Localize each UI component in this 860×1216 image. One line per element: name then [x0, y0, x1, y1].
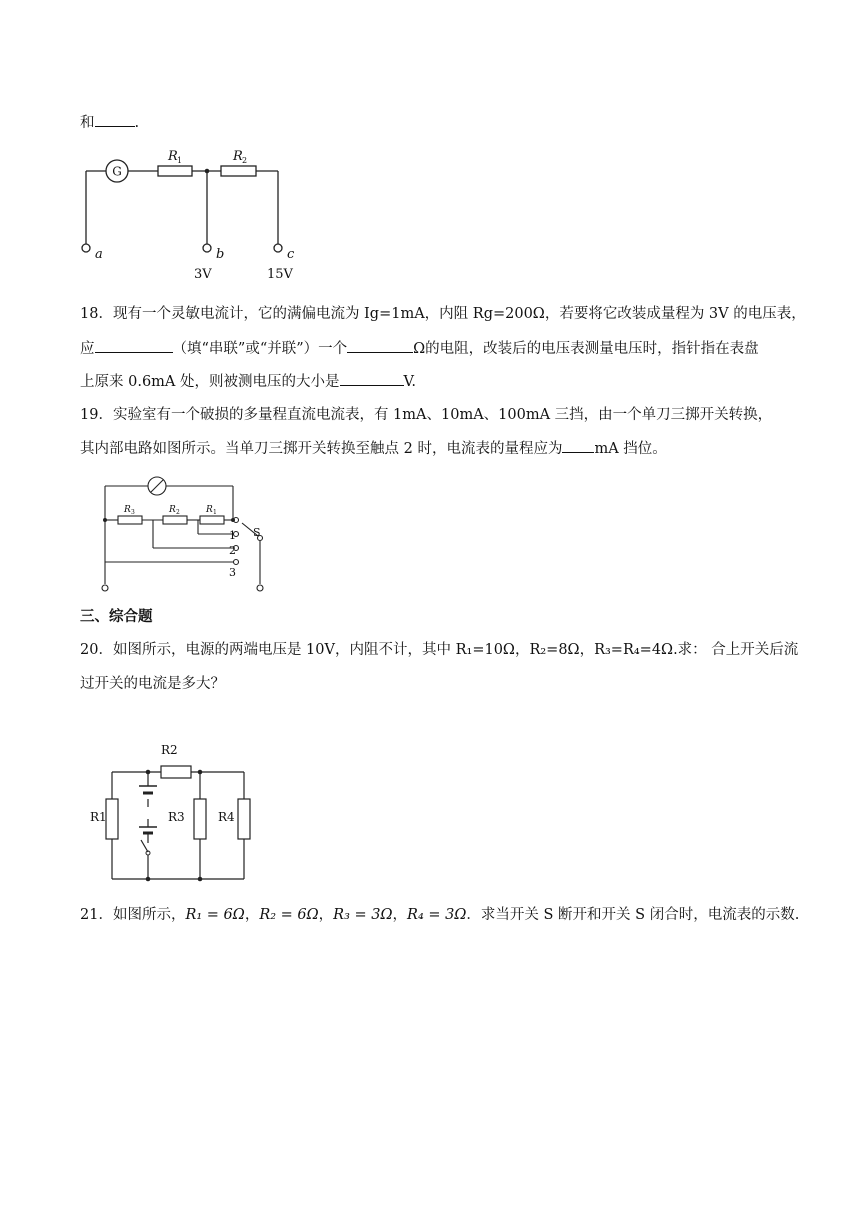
q19-line-2 [80, 438, 667, 459]
fig17-r2-label: R [233, 149, 243, 164]
q19-text-b: mA 挡位。 [594, 441, 667, 457]
range-3v-label: 3V [194, 267, 212, 282]
terminal-b-label: b [216, 247, 225, 262]
figure-17-circuit [78, 145, 318, 285]
contact-3-label: 3 [229, 566, 236, 579]
q18-line-3 [80, 371, 416, 392]
q18-text-a: 应 [80, 341, 95, 357]
q21-r4: R₄ = 3Ω [407, 907, 467, 923]
fig19-r1-label: R [206, 505, 213, 515]
q17-tail [80, 112, 139, 133]
q18-text-d: 上原来 0.6mA 处，则被测电压的大小是 [80, 374, 340, 390]
fig20-r3-label: R3 [168, 810, 185, 824]
q21-intro: 21．如图所示， [80, 907, 186, 923]
q18-text-e: V. [403, 374, 417, 390]
fig19-r2-sub: 2 [176, 509, 180, 516]
q18-blank-voltage[interactable] [340, 371, 404, 386]
section-3-heading: 三、综合题 [80, 608, 153, 625]
fig20-r1-label: R1 [90, 810, 107, 824]
fig20-r4-label: R4 [218, 810, 235, 824]
galvanometer-label: G [112, 164, 122, 179]
q18-text-c: Ω的电阻，改装后的电压表测量电压时，指针指在表盘 [413, 341, 759, 357]
q20-line-2: 过开关的电流是多大？ [80, 676, 225, 692]
q21-r3: R₃ = 3Ω [333, 907, 393, 923]
contact-1-label: 1 [229, 529, 236, 542]
q18-line-1: 18．现有一个灵敏电流计，它的满偏电流为 Ig=1mA，内阻 Rg=200Ω，若要将它改装成量程为 3V 的电压表， [80, 306, 806, 322]
terminal-a-label: a [95, 247, 103, 262]
fig20-r2-label: R2 [161, 743, 178, 757]
q17-tail-prefix: 和 [80, 115, 95, 131]
contact-2-label: 2 [229, 544, 236, 557]
q19-text-a: 其内部电路如图所示。当单刀三掷开关转换至触点 2 时，电流表的量程应为 [80, 441, 563, 457]
q21-r2: R₂ = 6Ω [259, 907, 319, 923]
fig17-r2-sub: 2 [242, 156, 248, 165]
q18-blank-connection[interactable] [95, 338, 173, 353]
q21-tail: ．求当开关 S 断开和开关 S 闭合时，电流表的示数. [466, 907, 800, 923]
switch-s-label: S [253, 526, 261, 539]
q18-line-2 [80, 338, 759, 359]
range-15v-label: 15V [267, 267, 293, 282]
fig17-r1-label: R [168, 149, 178, 164]
fig19-r3-label: R [124, 505, 131, 515]
q18-text-b: （填“串联”或“并联”）一个 [172, 341, 348, 357]
q17-tail-suffix: . [134, 115, 140, 131]
q21-r1: R₁ = 6Ω [185, 907, 245, 923]
fig17-r1-sub: 1 [177, 156, 183, 165]
figure-20-circuit [88, 737, 278, 889]
q19-answer-blank[interactable] [562, 438, 594, 453]
terminal-c-label: c [287, 247, 295, 262]
figure-19-circuit [100, 476, 270, 596]
q19-line-1: 19．实验室有一个破损的多量程直流电流表，有 1mA、10mA、100mA 三挡，由一个单刀三掷开关转换， [80, 407, 773, 423]
fig19-r1-sub: 1 [213, 509, 217, 516]
q21-line: 21．如图所示，R₁ = 6Ω，R₂ = 6Ω，R₃ = 3Ω，R₄ = 3Ω．求当开关 S 断开和开关 S 闭合时，电流表的示数. [80, 907, 800, 923]
q18-blank-resistance[interactable] [347, 338, 413, 353]
fig19-r2-label: R [169, 505, 176, 515]
q20-line-1: 20．如图所示，电源的两端电压是 10V，内阻不计，其中 R₁=10Ω，R₂=8Ω，R₃=R₄=4Ω.求： 合上开关后流 [80, 642, 799, 658]
q17-answer-blank[interactable] [95, 112, 135, 127]
fig19-r3-sub: 3 [131, 509, 135, 516]
